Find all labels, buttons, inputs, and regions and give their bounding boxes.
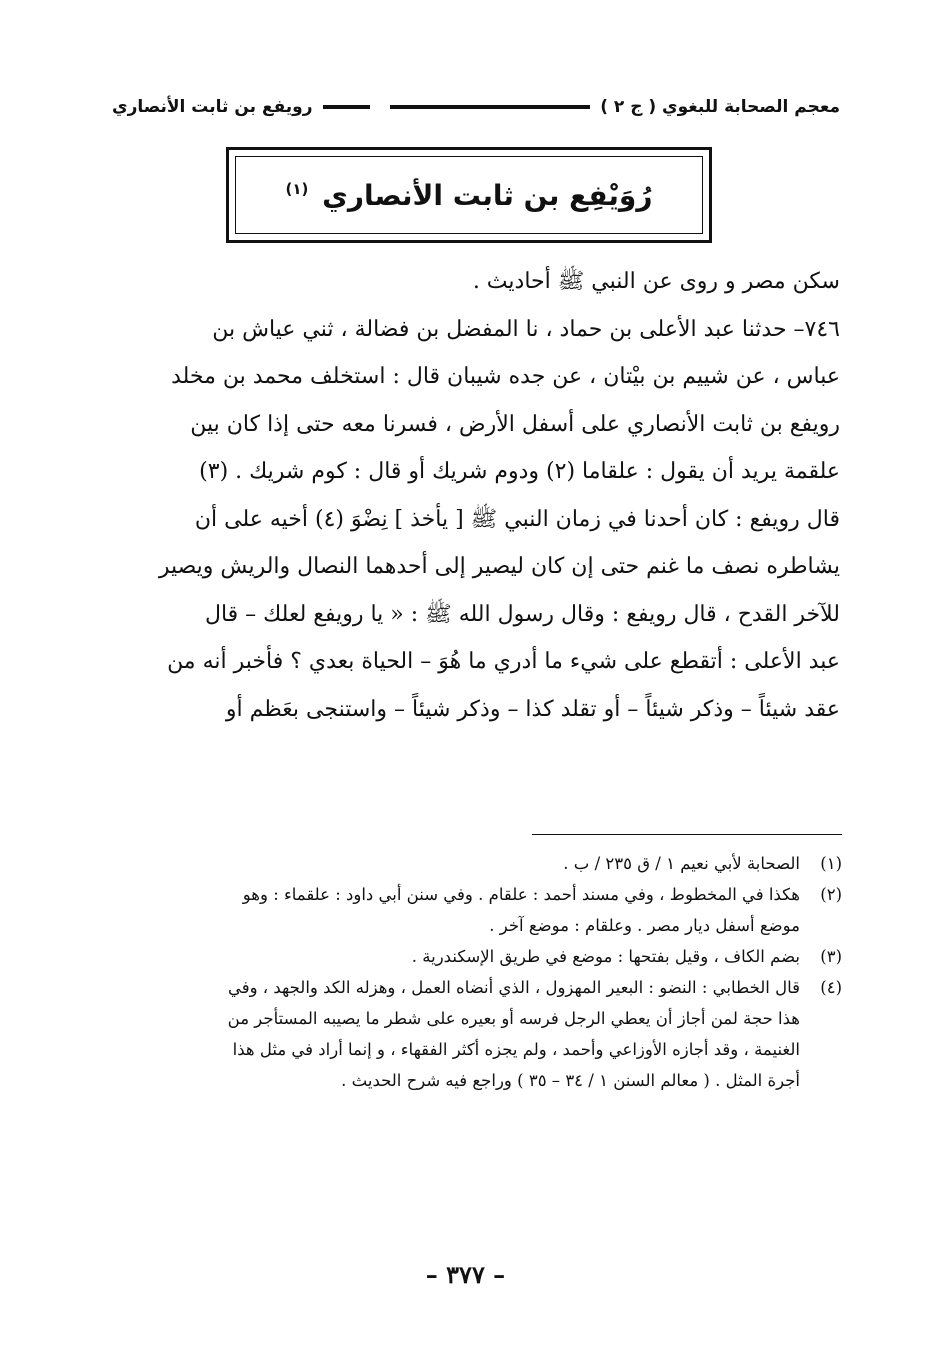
footnotes	[128, 848, 842, 1096]
body-line: علقمة يريد أن يقول : علقاما (٢) ودوم شريك أو قال : كوم شريك . (٣)	[199, 459, 840, 484]
body-line: للآخر القدح ، قال رويفع : وقال رسول الله ﷺ : « يا رويفع لعلك – قال	[204, 601, 840, 627]
page-number: – ٣٧٧ –	[425, 1260, 506, 1289]
entry-title-note-ref: (١)	[285, 180, 309, 199]
footnote-2	[128, 879, 842, 941]
footnote-number: (٣)	[820, 947, 842, 966]
footnote-line: هذا حجة لمن أجاز أن يعطي الرجل فرسه أو بعيره على شطر ما يصيبه المستأجر من	[227, 1009, 800, 1028]
footnote-number: (٤)	[820, 978, 842, 997]
header-book-title: معجم الصحابة للبغوي ( ج ٢ )	[600, 97, 840, 117]
footnote-separator	[532, 834, 842, 835]
body-line: يشاطره نصف ما غنم حتى إن كان ليصير إلى أحدهما النصال والريش ويصير	[158, 554, 840, 579]
running-header	[112, 92, 840, 122]
header-rule-left	[323, 105, 371, 109]
footnote-line: أجرة المثل . ( معالم السنن ١ / ٣٤ – ٣٥ ) وراجع فيه شرح الحديث .	[341, 1071, 800, 1090]
footnote-line: الصحابة لأبي نعيم ١ / ق ٢٣٥ / ب .	[563, 854, 800, 873]
entry-title	[286, 179, 653, 212]
body-line: ٧٤٦– حدثنا عبد الأعلى بن حماد ، نا المفضل بن فضالة ، ثني عياش بن	[212, 316, 840, 342]
header-rule-right	[390, 105, 590, 109]
footnote-line: الغنيمة ، وقد أجازه الأوزاعي وأحمد ، ولم يجزه أكثر الفقهاء ، و إنما أراد في مثل هذا	[232, 1040, 800, 1059]
body-line: قال رويفع : كان أحدنا في زمان النبي ﷺ [ يأخذ ] نِضْوَ (٤) أخيه على أن	[194, 506, 840, 532]
footnote-number: (٢)	[820, 885, 842, 904]
body-line: عباس ، عن شييم بن بيْتان ، عن جده شيبان قال : استخلف محمد بن مخلد	[171, 364, 840, 389]
body-line: رويفع بن ثابت الأنصاري على أسفل الأرض ، فسرنا معه حتى إذا كان بين	[190, 411, 840, 437]
entry-title-text: رُوَيْفِع بن ثابت الأنصاري	[322, 178, 653, 212]
footnote-text	[128, 848, 800, 879]
footnote-4	[128, 972, 842, 1096]
footnote-text	[128, 941, 800, 972]
footnote-number: (١)	[820, 854, 842, 873]
footnote-text	[128, 879, 800, 941]
entry-title-inner-frame	[235, 156, 703, 234]
footnote-line: موضع أسفل ديار مصر . وعلقام : موضع آخر .	[489, 916, 800, 935]
entry-title-frame	[226, 147, 712, 243]
footnote-line: قال الخطابي : النضو : البعير المهزول ، الذي أنضاه العمل ، وهزله الكد والجهد ، وفي	[227, 978, 800, 997]
body-text	[128, 258, 840, 733]
body-line: عقد شيئاً – وذكر شيئاً – أو تقلد كذا – وذكر شيئاً – واستنجى بعَظم أو	[225, 696, 840, 722]
footnote-line: هكذا في المخطوط ، وفي مسند أحمد : علقام . وفي سنن أبي داود : علقماء : وهو	[242, 885, 800, 904]
footnote-text	[128, 972, 800, 1096]
body-line: عبد الأعلى : أتقطع على شيء ما أدري ما هُوَ – الحياة بعدي ؟ فأخبر أنه من	[167, 649, 840, 674]
header-entry-title: رويفع بن ثابت الأنصاري	[112, 97, 313, 117]
footnote-line: بضم الكاف ، وقيل بفتحها : موضع في طريق الإسكندرية .	[411, 947, 800, 966]
intro-line: سكن مصر و روى عن النبي ﷺ أحاديث .	[472, 269, 840, 294]
footnote-3	[128, 941, 842, 972]
footnote-1	[128, 848, 842, 879]
